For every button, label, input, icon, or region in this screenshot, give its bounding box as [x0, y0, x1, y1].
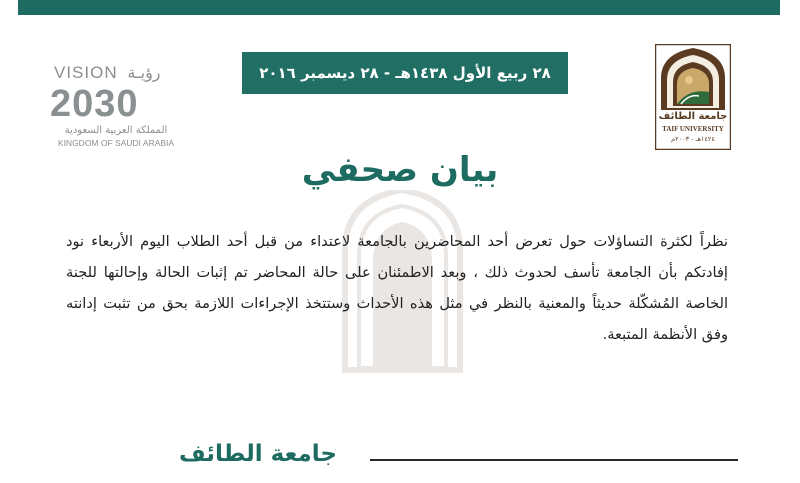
taif-established: ١٤٢٤هـ - ٢٠٠٣م	[671, 135, 715, 143]
page-title: بيان صحفي	[301, 150, 499, 190]
vision-year-number: 2030	[50, 83, 139, 125]
taif-university-logo	[655, 44, 731, 150]
vision-kingdom-ar: المملكة العربية السعودية	[64, 125, 168, 136]
vision-year	[50, 84, 182, 124]
date-banner	[242, 52, 568, 94]
top-accent-bar	[18, 0, 780, 15]
taif-name-en: TAIF UNIVERSITY	[662, 125, 724, 133]
vision-kingdom-en: KINGDOM OF SAUDI ARABIA	[57, 138, 175, 148]
vision-word-en: VISION	[54, 63, 118, 82]
footer-divider	[370, 459, 738, 461]
vision-word-ar: رؤيـة	[127, 65, 161, 82]
date-text: ٢٨ ربيع الأول ١٤٣٨هـ - ٢٨ ديسمبر ٢٠١٦	[259, 64, 551, 82]
footer-signature: جامعة الطائف	[179, 441, 337, 467]
vision-2030-logo	[50, 60, 182, 150]
statement-body: نظراً لكثرة التساؤلات حول تعرض أحد المحاضرين بالجامعة لاعتداء من قبل أحد الطلاب اليوم الأربعاء نود إفادتكم بأن الجامعة تأسف لحدوث ذلك ، وبعد الاطمئنان على حالة المحاضر تم إثبات الحالة وإحالتها للجنة الخاصة المُشكّلة حديثاً والمعنية بالنظر في مثل هذه الأحداث وستتخذ الإجراءات اللازمة بحق من تثبت إدانته وفق الأنظمة المتبعة.	[66, 233, 728, 343]
taif-name-ar: جامعة الطائف	[658, 111, 728, 122]
vision-wordmark	[54, 62, 182, 84]
